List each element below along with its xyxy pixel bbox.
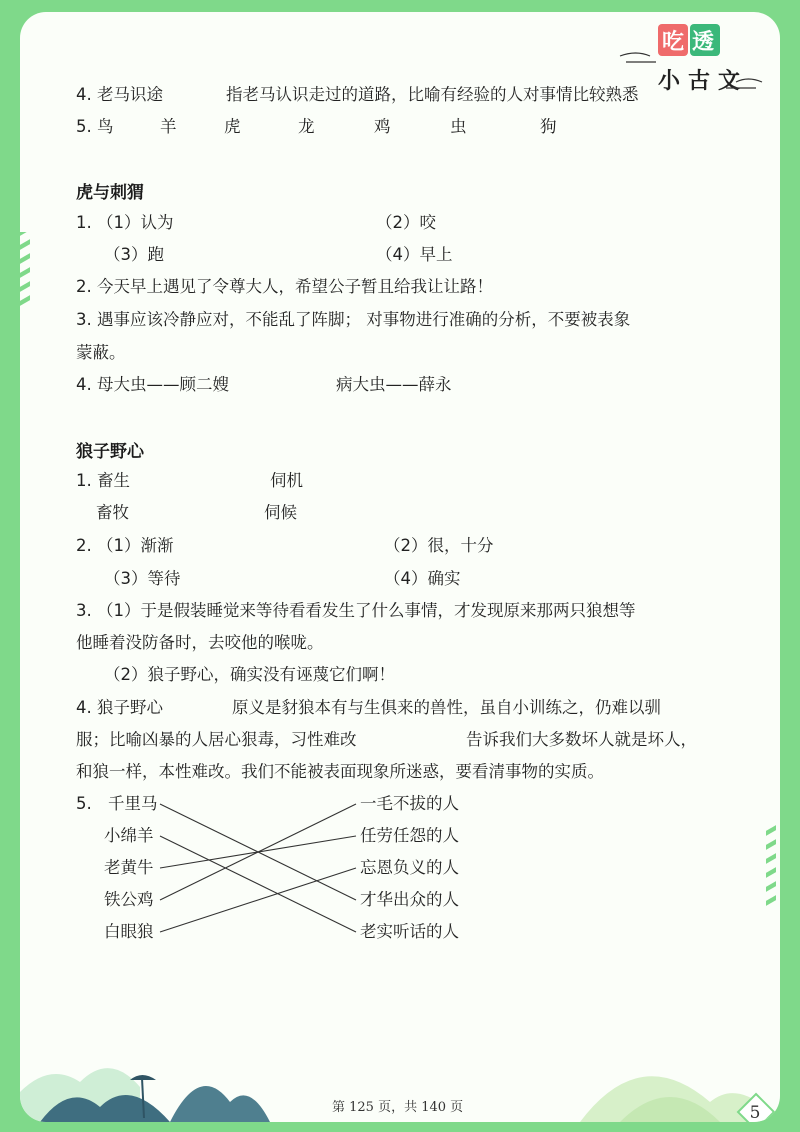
answer-line: 2. 今天早上遇见了令尊大人，希望公子暂且给我让让路！ xyxy=(76,277,493,296)
match-left-item: 白眼狼 xyxy=(104,922,154,941)
answer-line: 告诉我们大多数坏人就是坏人， xyxy=(466,730,697,749)
answer-line: 4. 狼子野心 xyxy=(76,698,163,717)
page-number: 5 xyxy=(749,1103,761,1122)
answer-line: 病大虫——薛永 xyxy=(336,375,452,394)
answer-line: 他睡着没防备时，去咬他的喉咙。 xyxy=(76,633,324,652)
match-right-item: 才华出众的人 xyxy=(360,890,459,909)
logo-subtitle: 小古文 xyxy=(658,69,749,94)
line5-item: 5. 鸟 xyxy=(76,117,114,136)
answer-line: 原义是豺狼本有与生俱来的兽性，虽自小训练之，仍难以驯 xyxy=(232,698,661,717)
answer-line: （3）等待 xyxy=(104,569,181,588)
answer-line: 1. 畜生 xyxy=(76,471,130,490)
answer-line: 蒙蔽。 xyxy=(76,343,126,362)
answer-line: 伺机 xyxy=(270,471,303,490)
line5-item: 虎 xyxy=(224,117,241,136)
line4-definition: 指老马认识走过的道路，比喻有经验的人对事情比较熟悉 xyxy=(226,85,639,104)
section-title: 虎与刺猬 xyxy=(76,183,144,203)
answer-line: （4）确实 xyxy=(384,569,461,588)
line5-item: 龙 xyxy=(298,117,315,136)
answer-line: 3. （1）于是假装睡觉来等待看看发生了什么事情，才发现原来那两只狼想等 xyxy=(76,601,636,620)
answer-line: 伺候 xyxy=(264,503,297,522)
match-right-item: 老实听话的人 xyxy=(360,922,459,941)
answer-line: 1. （1）认为 xyxy=(76,213,174,232)
line5-item: 狗 xyxy=(540,117,557,136)
page xyxy=(20,12,780,1122)
answer-line: （4）早上 xyxy=(376,245,453,264)
answer-line: 服；比喻凶暴的人居心狠毒，习性难改 xyxy=(76,730,357,749)
answer-line: 和狼一样，本性难改。我们不能被表面现象所迷惑，要看清事物的实质。 xyxy=(76,762,604,781)
match-right-item: 一毛不拔的人 xyxy=(360,794,459,813)
line5-item: 虫 xyxy=(450,117,467,136)
line5-item: 羊 xyxy=(160,117,177,136)
match-line xyxy=(160,868,356,932)
q5-number: 5. xyxy=(76,794,92,813)
match-right-item: 任劳任怨的人 xyxy=(360,826,459,845)
match-left-item: 老黄牛 xyxy=(104,858,154,877)
line4-label: 4. 老马识途 xyxy=(76,85,163,104)
match-line xyxy=(160,836,356,932)
answer-line: 畜牧 xyxy=(96,503,129,522)
answer-line: 2. （1）渐渐 xyxy=(76,536,174,555)
answer-line: （2）很，十分 xyxy=(384,536,494,555)
answer-line: （2）咬 xyxy=(376,213,436,232)
match-left-item: 铁公鸡 xyxy=(104,890,154,909)
section-title: 狼子野心 xyxy=(76,442,144,462)
answer-line: 3. 遇事应该冷静应对，不能乱了阵脚； 对事物进行准确的分析，不要被表象 xyxy=(76,310,631,329)
answer-line: （2）狼子野心，确实没有诬蔑它们啊！ xyxy=(104,665,395,684)
page-footer: 第 125 页，共 140 页 xyxy=(332,1100,464,1115)
match-left-item: 小绵羊 xyxy=(104,826,154,845)
line5-item: 鸡 xyxy=(374,117,391,136)
matching-lines xyxy=(20,12,780,1122)
answer-line: 4. 母大虫——顾二嫂 xyxy=(76,375,229,394)
logo-title: 吃透 xyxy=(662,30,723,55)
match-right-item: 忘恩负义的人 xyxy=(360,858,459,877)
match-left-item: 千里马 xyxy=(108,794,158,813)
answer-line: （3）跑 xyxy=(104,245,164,264)
